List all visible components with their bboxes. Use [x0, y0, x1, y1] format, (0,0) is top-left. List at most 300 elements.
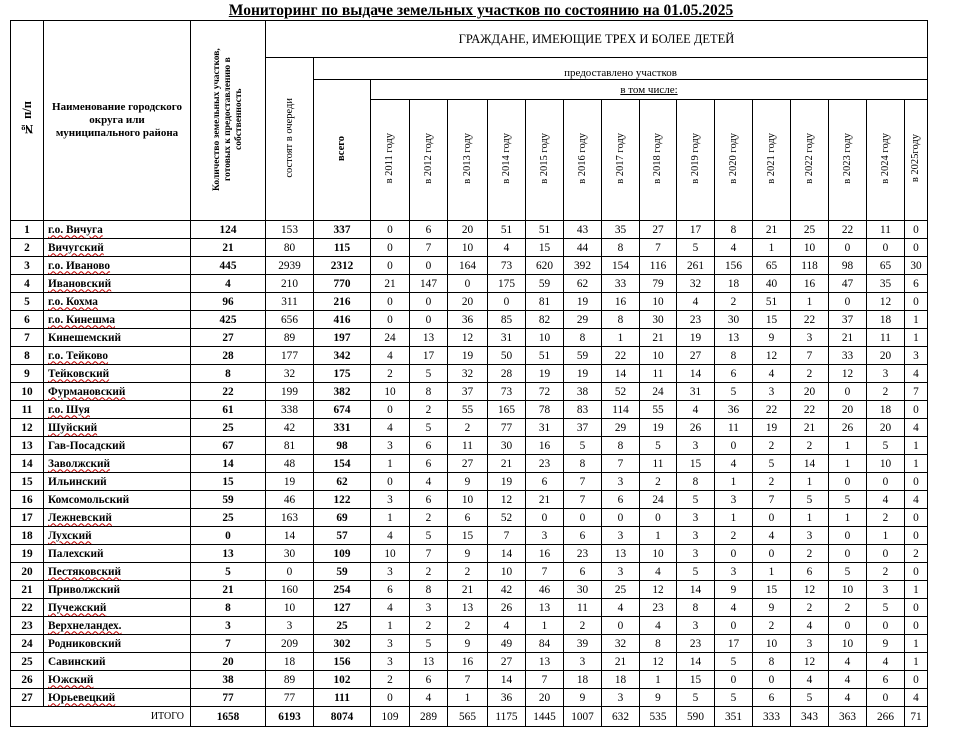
year-2015-count: 10 [526, 329, 564, 347]
provided-total: 111 [314, 689, 371, 707]
year-2021-count: 1 [753, 563, 791, 581]
ready-count: 8 [191, 365, 266, 383]
district-name: Пучежский [44, 599, 191, 617]
district-name: Лежневский [44, 509, 191, 527]
year-2016-count: 9 [564, 689, 602, 707]
year-2025-count: 0 [905, 293, 928, 311]
year-2014-count: 4 [488, 617, 526, 635]
table-row [11, 293, 928, 311]
year-2014-count: 30 [488, 437, 526, 455]
row-number: 6 [11, 311, 44, 329]
queue-count: 10 [266, 599, 314, 617]
year-2012-count: 0 [410, 311, 448, 329]
district-name: г.о. Кинешма [44, 311, 191, 329]
year-2019-count: 15 [677, 671, 715, 689]
ready-count: 0 [191, 527, 266, 545]
year-2015-count: 23 [526, 455, 564, 473]
year-2018-count: 10 [640, 545, 677, 563]
year-2014-count: 4 [488, 239, 526, 257]
year-2025-count: 0 [905, 473, 928, 491]
year-2013-count: 12 [448, 329, 488, 347]
table-row [11, 257, 928, 275]
table-row [11, 617, 928, 635]
year-2022-count: 4 [791, 617, 829, 635]
year-2017-count: 6 [602, 491, 640, 509]
year-2020-count: 3 [715, 491, 753, 509]
year-2020-count: 36 [715, 401, 753, 419]
queue-count: 89 [266, 329, 314, 347]
queue-count: 2939 [266, 257, 314, 275]
row-number: 19 [11, 545, 44, 563]
year-2025-count: 1 [905, 581, 928, 599]
year-2025-count: 0 [905, 239, 928, 257]
year-2015-count: 51 [526, 221, 564, 239]
year-2011-count: 3 [371, 653, 410, 671]
district-name: Верхнеландех. [44, 617, 191, 635]
year-2018-count: 11 [640, 365, 677, 383]
year-2012-count: 0 [410, 257, 448, 275]
year-2023-count: 47 [829, 275, 867, 293]
year-2023-count: 2 [829, 599, 867, 617]
year-2012-count: 5 [410, 527, 448, 545]
ready-count: 5 [191, 563, 266, 581]
ready-count: 7 [191, 635, 266, 653]
table-row [11, 527, 928, 545]
district-name: Лухский [44, 527, 191, 545]
year-2016-count: 11 [564, 599, 602, 617]
year-2017-count: 52 [602, 383, 640, 401]
year-2016-count: 29 [564, 311, 602, 329]
year-2023-count: 0 [829, 383, 867, 401]
year-2019-count: 261 [677, 257, 715, 275]
provided-total: 197 [314, 329, 371, 347]
totals-year-2011: 109 [371, 707, 410, 727]
year-2013-count: 0 [448, 275, 488, 293]
year-2022-count: 6 [791, 563, 829, 581]
queue-count: 46 [266, 491, 314, 509]
provided-total: 102 [314, 671, 371, 689]
district-name: г.о. Тейково [44, 347, 191, 365]
year-2025-count: 0 [905, 617, 928, 635]
year-2012-count: 2 [410, 563, 448, 581]
year-2019-count: 4 [677, 293, 715, 311]
year-2018-count: 23 [640, 599, 677, 617]
table-row [11, 509, 928, 527]
year-2019-count: 8 [677, 599, 715, 617]
year-2023-count: 0 [829, 527, 867, 545]
year-2014-count: 175 [488, 275, 526, 293]
row-number: 18 [11, 527, 44, 545]
year-2014-count: 85 [488, 311, 526, 329]
queue-count: 160 [266, 581, 314, 599]
year-2015-count: 15 [526, 239, 564, 257]
year-2021-count: 2 [753, 437, 791, 455]
year-2011-count: 1 [371, 455, 410, 473]
year-2012-count: 2 [410, 617, 448, 635]
year-2018-count: 24 [640, 491, 677, 509]
year-2012-count: 0 [410, 293, 448, 311]
table-row [11, 599, 928, 617]
year-2019-count: 3 [677, 617, 715, 635]
ready-count: 4 [191, 275, 266, 293]
year-2020-count: 2 [715, 293, 753, 311]
table-row [11, 365, 928, 383]
year-2022-count: 22 [791, 401, 829, 419]
district-name: г.о. Иваново [44, 257, 191, 275]
year-2020-count: 13 [715, 329, 753, 347]
provided-total: 770 [314, 275, 371, 293]
queue-count: 3 [266, 617, 314, 635]
queue-count: 19 [266, 473, 314, 491]
year-2023-count: 0 [829, 473, 867, 491]
year-2019-count: 23 [677, 311, 715, 329]
year-2017-count: 8 [602, 239, 640, 257]
queue-count: 0 [266, 563, 314, 581]
year-2016-count: 18 [564, 671, 602, 689]
year-2022-count: 5 [791, 491, 829, 509]
year-2017-count: 22 [602, 347, 640, 365]
year-2022-count: 25 [791, 221, 829, 239]
year-2023-count: 33 [829, 347, 867, 365]
year-2024-count: 2 [867, 509, 905, 527]
year-2023-count: 1 [829, 455, 867, 473]
year-2023-count: 12 [829, 365, 867, 383]
year-2011-count: 0 [371, 239, 410, 257]
year-2023-count: 4 [829, 671, 867, 689]
queue-count: 656 [266, 311, 314, 329]
year-2011-count: 2 [371, 365, 410, 383]
totals-year-2021: 333 [753, 707, 791, 727]
year-2016-count: 6 [564, 527, 602, 545]
row-number: 11 [11, 401, 44, 419]
year-2014-count: 52 [488, 509, 526, 527]
year-2021-count: 2 [753, 473, 791, 491]
year-2014-count: 7 [488, 527, 526, 545]
year-2024-count: 6 [867, 671, 905, 689]
year-2014-count: 0 [488, 293, 526, 311]
district-name: Фурмановский [44, 383, 191, 401]
year-2019-count: 5 [677, 563, 715, 581]
year-2018-count: 9 [640, 689, 677, 707]
year-2014-count: 73 [488, 257, 526, 275]
year-2011-count: 1 [371, 509, 410, 527]
year-2015-count: 3 [526, 527, 564, 545]
year-2015-count: 78 [526, 401, 564, 419]
year-2013-count: 16 [448, 653, 488, 671]
ready-count: 59 [191, 491, 266, 509]
year-2015-count: 7 [526, 671, 564, 689]
year-2011-count: 3 [371, 437, 410, 455]
totals-queue: 6193 [266, 707, 314, 727]
totals-row [11, 707, 928, 727]
year-2020-count: 6 [715, 365, 753, 383]
header-year-2011: в 2011 году [371, 100, 410, 221]
year-2020-count: 4 [715, 455, 753, 473]
year-2022-count: 3 [791, 329, 829, 347]
year-2025-count: 1 [905, 455, 928, 473]
ready-count: 124 [191, 221, 266, 239]
district-name: Пестяковский [44, 563, 191, 581]
year-2018-count: 4 [640, 563, 677, 581]
header-year-2025: в 2025году [905, 100, 928, 221]
page-title: Мониторинг по выдаче земельных участков по состоянию на 01.05.2025 [228, 2, 734, 19]
year-2014-count: 31 [488, 329, 526, 347]
header-year-2024: в 2024 году [867, 100, 905, 221]
year-2021-count: 4 [753, 365, 791, 383]
year-2014-count: 165 [488, 401, 526, 419]
year-2014-count: 12 [488, 491, 526, 509]
year-2016-count: 7 [564, 491, 602, 509]
year-2011-count: 6 [371, 581, 410, 599]
year-2019-count: 3 [677, 509, 715, 527]
queue-count: 30 [266, 545, 314, 563]
year-2022-count: 12 [791, 653, 829, 671]
year-2017-count: 3 [602, 473, 640, 491]
row-number: 2 [11, 239, 44, 257]
ready-count: 61 [191, 401, 266, 419]
queue-count: 210 [266, 275, 314, 293]
year-2017-count: 154 [602, 257, 640, 275]
totals-year-2023: 363 [829, 707, 867, 727]
year-2019-count: 15 [677, 455, 715, 473]
district-name: г.о. Кохма [44, 293, 191, 311]
district-name: Заволжский [44, 455, 191, 473]
year-2013-count: 36 [448, 311, 488, 329]
year-2025-count: 0 [905, 599, 928, 617]
year-2018-count: 19 [640, 419, 677, 437]
year-2017-count: 4 [602, 599, 640, 617]
year-2013-count: 6 [448, 509, 488, 527]
year-2024-count: 11 [867, 221, 905, 239]
year-2021-count: 0 [753, 671, 791, 689]
year-2015-count: 19 [526, 365, 564, 383]
table-row [11, 671, 928, 689]
year-2014-count: 21 [488, 455, 526, 473]
provided-total: 69 [314, 509, 371, 527]
year-2023-count: 0 [829, 239, 867, 257]
table-row [11, 311, 928, 329]
year-2017-count: 7 [602, 455, 640, 473]
provided-total: 382 [314, 383, 371, 401]
year-2013-count: 20 [448, 293, 488, 311]
year-2017-count: 0 [602, 509, 640, 527]
year-2017-count: 1 [602, 329, 640, 347]
year-2011-count: 2 [371, 671, 410, 689]
year-2016-count: 2 [564, 617, 602, 635]
year-2025-count: 30 [905, 257, 928, 275]
year-2021-count: 19 [753, 419, 791, 437]
year-2011-count: 0 [371, 257, 410, 275]
year-2016-count: 0 [564, 509, 602, 527]
queue-count: 177 [266, 347, 314, 365]
year-2018-count: 2 [640, 473, 677, 491]
header-year-2013: в 2013 году [448, 100, 488, 221]
year-2011-count: 24 [371, 329, 410, 347]
year-2018-count: 27 [640, 221, 677, 239]
year-2016-count: 23 [564, 545, 602, 563]
year-2024-count: 3 [867, 581, 905, 599]
year-2025-count: 4 [905, 419, 928, 437]
ready-count: 25 [191, 509, 266, 527]
year-2015-count: 620 [526, 257, 564, 275]
year-2015-count: 59 [526, 275, 564, 293]
provided-total: 59 [314, 563, 371, 581]
queue-count: 81 [266, 437, 314, 455]
year-2011-count: 21 [371, 275, 410, 293]
monitoring-table [10, 20, 928, 727]
district-name: Палехский [44, 545, 191, 563]
year-2011-count: 3 [371, 491, 410, 509]
row-number: 10 [11, 383, 44, 401]
year-2016-count: 6 [564, 563, 602, 581]
year-2018-count: 4 [640, 617, 677, 635]
year-2024-count: 10 [867, 455, 905, 473]
row-number: 9 [11, 365, 44, 383]
year-2016-count: 37 [564, 419, 602, 437]
year-2013-count: 9 [448, 635, 488, 653]
table-row [11, 563, 928, 581]
year-2021-count: 0 [753, 509, 791, 527]
queue-count: 18 [266, 653, 314, 671]
totals-year-2016: 1007 [564, 707, 602, 727]
year-2023-count: 26 [829, 419, 867, 437]
year-2021-count: 6 [753, 689, 791, 707]
year-2020-count: 18 [715, 275, 753, 293]
year-2018-count: 12 [640, 581, 677, 599]
year-2011-count: 0 [371, 473, 410, 491]
row-number: 4 [11, 275, 44, 293]
year-2013-count: 164 [448, 257, 488, 275]
row-number: 21 [11, 581, 44, 599]
year-2021-count: 5 [753, 455, 791, 473]
year-2013-count: 2 [448, 563, 488, 581]
year-2018-count: 10 [640, 293, 677, 311]
district-name: Шуйский [44, 419, 191, 437]
year-2016-count: 44 [564, 239, 602, 257]
year-2021-count: 2 [753, 617, 791, 635]
year-2016-count: 62 [564, 275, 602, 293]
row-number: 15 [11, 473, 44, 491]
year-2014-count: 50 [488, 347, 526, 365]
year-2012-count: 5 [410, 635, 448, 653]
year-2015-count: 0 [526, 509, 564, 527]
provided-total: 2312 [314, 257, 371, 275]
year-2016-count: 5 [564, 437, 602, 455]
table-row [11, 437, 928, 455]
year-2025-count: 3 [905, 347, 928, 365]
year-2025-count: 0 [905, 527, 928, 545]
year-2022-count: 5 [791, 689, 829, 707]
header-year-2018: в 2018 году [640, 100, 677, 221]
year-2020-count: 9 [715, 581, 753, 599]
year-2025-count: 4 [905, 689, 928, 707]
row-number: 26 [11, 671, 44, 689]
year-2025-count: 4 [905, 365, 928, 383]
year-2024-count: 5 [867, 599, 905, 617]
year-2014-count: 36 [488, 689, 526, 707]
year-2019-count: 3 [677, 545, 715, 563]
year-2013-count: 10 [448, 491, 488, 509]
year-2022-count: 4 [791, 671, 829, 689]
year-2017-count: 8 [602, 437, 640, 455]
year-2022-count: 3 [791, 527, 829, 545]
totals-year-2012: 289 [410, 707, 448, 727]
year-2011-count: 4 [371, 347, 410, 365]
year-2015-count: 1 [526, 617, 564, 635]
year-2019-count: 4 [677, 401, 715, 419]
year-2021-count: 7 [753, 491, 791, 509]
year-2012-count: 2 [410, 401, 448, 419]
provided-total: 109 [314, 545, 371, 563]
year-2016-count: 19 [564, 293, 602, 311]
year-2013-count: 11 [448, 437, 488, 455]
year-2014-count: 27 [488, 653, 526, 671]
district-name: г.о. Вичуга [44, 221, 191, 239]
year-2016-count: 8 [564, 329, 602, 347]
provided-total: 156 [314, 653, 371, 671]
provided-total: 302 [314, 635, 371, 653]
year-2013-count: 20 [448, 221, 488, 239]
year-2013-count: 55 [448, 401, 488, 419]
year-2023-count: 4 [829, 653, 867, 671]
year-2022-count: 1 [791, 293, 829, 311]
provided-total: 115 [314, 239, 371, 257]
year-2019-count: 5 [677, 239, 715, 257]
totals-year-2022: 343 [791, 707, 829, 727]
year-2022-count: 2 [791, 437, 829, 455]
ready-count: 21 [191, 581, 266, 599]
year-2023-count: 5 [829, 491, 867, 509]
year-2017-count: 21 [602, 653, 640, 671]
queue-count: 80 [266, 239, 314, 257]
year-2021-count: 21 [753, 221, 791, 239]
year-2012-count: 8 [410, 383, 448, 401]
ready-count: 27 [191, 329, 266, 347]
year-2019-count: 32 [677, 275, 715, 293]
year-2022-count: 2 [791, 365, 829, 383]
ready-count: 15 [191, 473, 266, 491]
year-2012-count: 2 [410, 509, 448, 527]
year-2023-count: 22 [829, 221, 867, 239]
year-2011-count: 0 [371, 689, 410, 707]
year-2015-count: 46 [526, 581, 564, 599]
year-2017-count: 13 [602, 545, 640, 563]
header-year-2012: в 2012 году [410, 100, 448, 221]
row-number: 8 [11, 347, 44, 365]
queue-count: 42 [266, 419, 314, 437]
year-2020-count: 3 [715, 563, 753, 581]
year-2013-count: 37 [448, 383, 488, 401]
year-2013-count: 10 [448, 239, 488, 257]
year-2020-count: 8 [715, 347, 753, 365]
ready-count: 14 [191, 455, 266, 473]
year-2020-count: 156 [715, 257, 753, 275]
table-row [11, 635, 928, 653]
row-number: 3 [11, 257, 44, 275]
year-2024-count: 20 [867, 347, 905, 365]
year-2021-count: 51 [753, 293, 791, 311]
table-row [11, 581, 928, 599]
year-2023-count: 5 [829, 563, 867, 581]
year-2017-count: 0 [602, 617, 640, 635]
year-2013-count: 2 [448, 617, 488, 635]
provided-total: 98 [314, 437, 371, 455]
row-number: 14 [11, 455, 44, 473]
header-name: Наименование городского округа или муниципального района [44, 21, 191, 221]
year-2021-count: 1 [753, 239, 791, 257]
year-2020-count: 1 [715, 473, 753, 491]
year-2023-count: 10 [829, 635, 867, 653]
